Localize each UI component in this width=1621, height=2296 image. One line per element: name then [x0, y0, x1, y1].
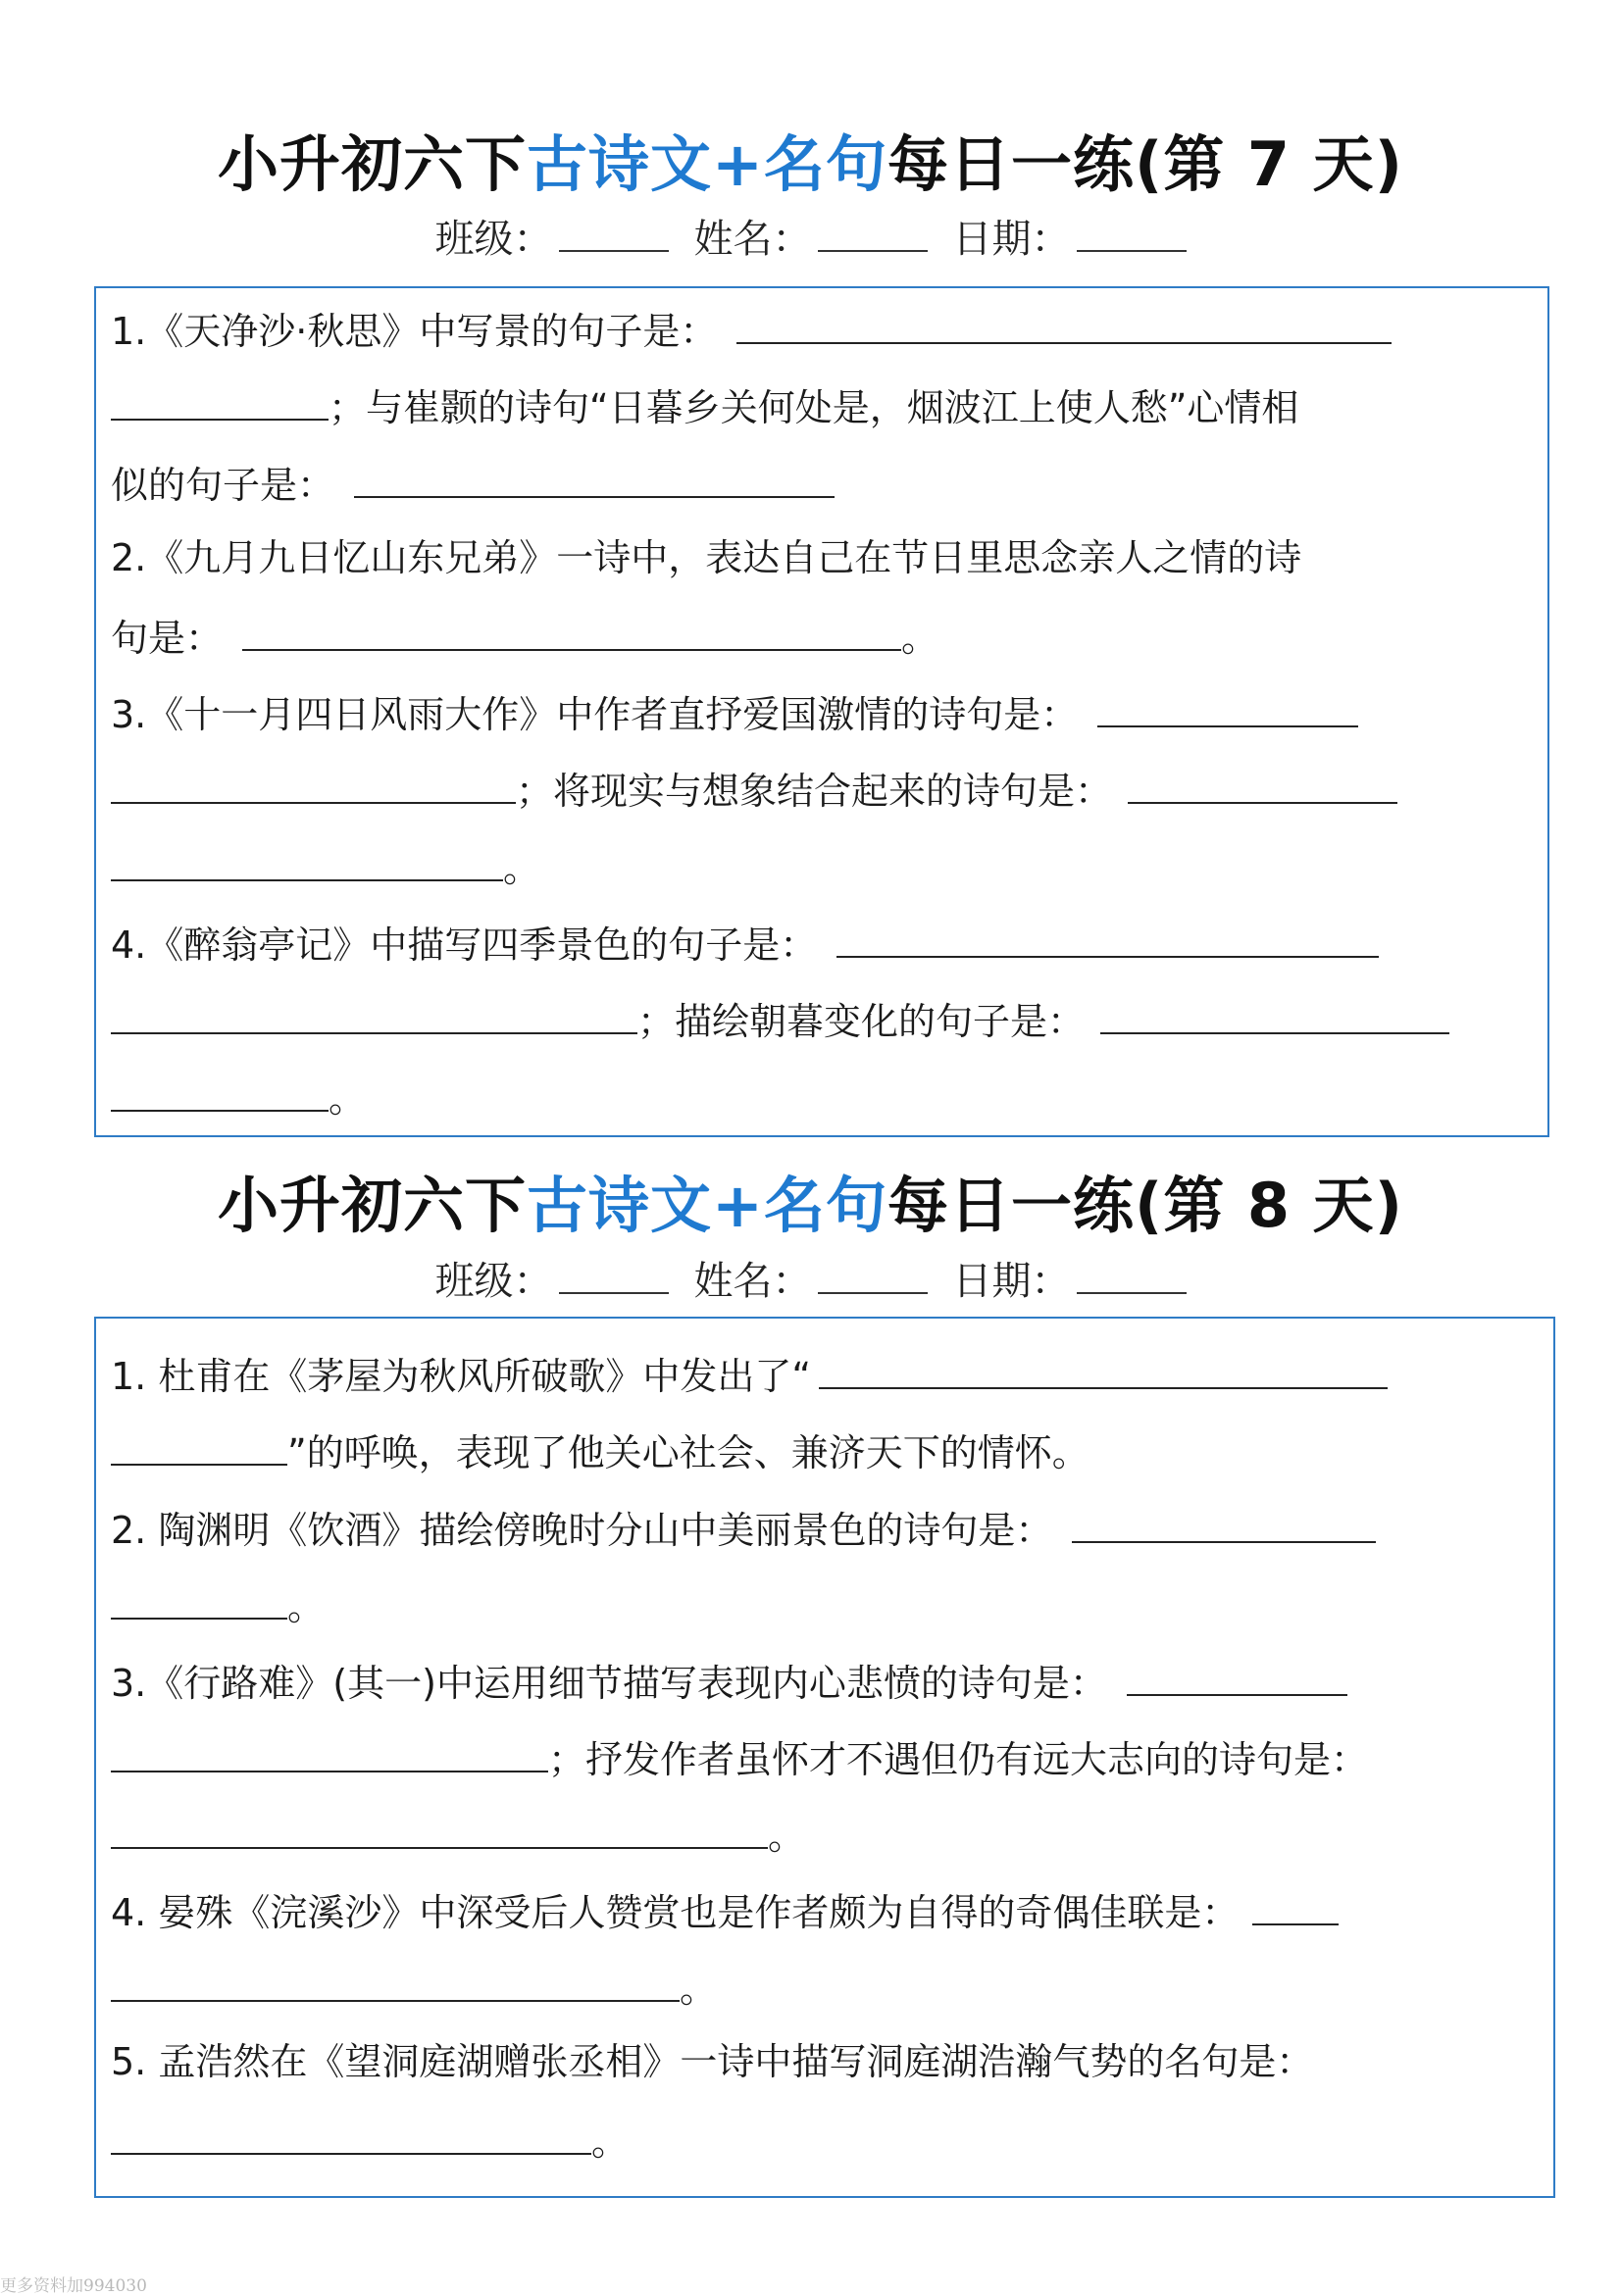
question-line	[111, 1578, 325, 1627]
title-highlight: 古诗文+名句	[527, 1170, 887, 1241]
title-highlight: 古诗文+名句	[527, 128, 887, 200]
question-line	[111, 610, 938, 659]
answer-blank[interactable]	[819, 1348, 1388, 1389]
question-line	[111, 457, 835, 506]
line-text: ；与崔颢的诗句“日暮乡关何处是，烟波江上使人愁”心情相	[329, 386, 1299, 429]
question-line	[111, 1348, 1388, 1397]
title-prefix: 小升初六下	[218, 128, 528, 200]
title-suffix: 每日一练(第 7 天)	[886, 128, 1403, 200]
name-blank[interactable]	[818, 1253, 928, 1294]
question-line	[111, 379, 1298, 428]
answer-blank[interactable]	[1100, 993, 1449, 1034]
question-line	[111, 533, 1301, 582]
answer-blank[interactable]	[111, 1961, 680, 2002]
question-line	[111, 917, 1379, 966]
line-text: ；将现实与想象结合起来的诗句是：	[516, 770, 1113, 813]
line-text: 。	[768, 1815, 806, 1858]
question-line	[111, 1731, 1368, 1780]
answer-blank[interactable]	[111, 1424, 287, 1466]
answer-blank[interactable]	[1072, 1502, 1376, 1543]
student-info-row-day7	[0, 208, 1621, 264]
question-line	[111, 2037, 1313, 2086]
answer-blank[interactable]	[111, 1578, 287, 1620]
question-line	[111, 303, 1392, 352]
date-label: 日期：	[952, 1259, 1071, 1304]
answer-blank[interactable]	[111, 1731, 548, 1772]
line-text: 1.《天净沙·秋思》中写景的句子是：	[111, 310, 718, 353]
question-line	[111, 840, 540, 889]
name-blank[interactable]	[818, 211, 928, 252]
answer-blank[interactable]	[111, 2114, 591, 2155]
question-line	[111, 1424, 1089, 1473]
question-line	[111, 1502, 1376, 1551]
title-suffix: 每日一练(第 8 天)	[886, 1170, 1403, 1241]
answer-blank[interactable]	[354, 457, 835, 498]
class-label: 班级：	[434, 217, 553, 262]
line-text: 5. 孟浩然在《望洞庭湖赠张丞相》一诗中描写洞庭湖浩瀚气势的名句是：	[111, 2040, 1314, 2083]
question-line	[111, 1884, 1339, 1933]
worksheet-title-day7	[0, 116, 1621, 203]
line-text: 1. 杜甫在《茅屋为秋风所破歌》中发出了“	[111, 1355, 812, 1398]
line-text: 2.《九月九日忆山东兄弟》一诗中，表达自己在节日里思念亲人之情的诗	[111, 536, 1302, 579]
answer-blank[interactable]	[1097, 686, 1358, 727]
date-blank[interactable]	[1077, 1253, 1187, 1294]
answer-blank[interactable]	[242, 610, 901, 651]
line-text: 。	[329, 1077, 367, 1121]
question-line	[111, 2114, 629, 2163]
line-text: 。	[680, 1968, 718, 2011]
answer-blank[interactable]	[111, 840, 503, 881]
line-text: ；描绘朝暮变化的句子是：	[637, 1000, 1086, 1043]
question-line	[111, 1961, 717, 2010]
line-text: 。	[287, 1585, 326, 1628]
question-line	[111, 1071, 366, 1120]
line-text: 。	[503, 847, 541, 890]
answer-blank[interactable]	[111, 993, 637, 1034]
student-info-row-day8	[0, 1250, 1621, 1306]
line-text: 似的句子是：	[111, 464, 335, 507]
line-text: 。	[591, 2121, 630, 2164]
line-text: 3.《十一月四日风雨大作》中作者直抒爱国激情的诗句是：	[111, 693, 1079, 736]
answer-blank[interactable]	[836, 917, 1379, 958]
question-line	[111, 763, 1397, 812]
answer-blank[interactable]	[1252, 1884, 1339, 1925]
line-text: ；抒发作者虽怀才不遇但仍有远大志向的诗句是：	[548, 1738, 1369, 1781]
line-text: 2. 陶渊明《饮酒》描绘傍晚时分山中美丽景色的诗句是：	[111, 1509, 1053, 1552]
answer-blank[interactable]	[111, 763, 516, 804]
answer-blank[interactable]	[111, 1071, 329, 1112]
line-text: ”的呼唤，表现了他关心社会、兼济天下的情怀。	[287, 1431, 1089, 1474]
answer-blank[interactable]	[111, 1808, 768, 1849]
title-prefix: 小升初六下	[218, 1170, 528, 1241]
name-label: 姓名：	[693, 217, 812, 262]
class-blank[interactable]	[559, 1253, 669, 1294]
line-text: 4.《醉翁亭记》中描写四季景色的句子是：	[111, 923, 818, 967]
date-label: 日期：	[952, 217, 1071, 262]
question-line	[111, 993, 1449, 1042]
class-label: 班级：	[434, 1259, 553, 1304]
answer-blank[interactable]	[111, 379, 329, 421]
question-line	[111, 1655, 1347, 1704]
question-line	[111, 1808, 805, 1857]
line-text: 句是：	[111, 617, 224, 660]
answer-blank[interactable]	[1127, 1655, 1347, 1696]
answer-blank[interactable]	[1128, 763, 1397, 804]
date-blank[interactable]	[1077, 211, 1187, 252]
line-text: 4. 晏殊《浣溪沙》中深受后人赞赏也是作者颇为自得的奇偶佳联是：	[111, 1891, 1240, 1934]
answer-blank[interactable]	[736, 303, 1392, 344]
line-text: 。	[901, 617, 939, 660]
watermark-text: 更多资料加994030	[0, 2276, 147, 2296]
line-text: 3.《行路难》(其一)中运用细节描写表现内心悲愤的诗句是：	[111, 1662, 1107, 1705]
worksheet-title-day8	[0, 1157, 1621, 1244]
name-label: 姓名：	[693, 1259, 812, 1304]
class-blank[interactable]	[559, 211, 669, 252]
question-line	[111, 686, 1358, 735]
